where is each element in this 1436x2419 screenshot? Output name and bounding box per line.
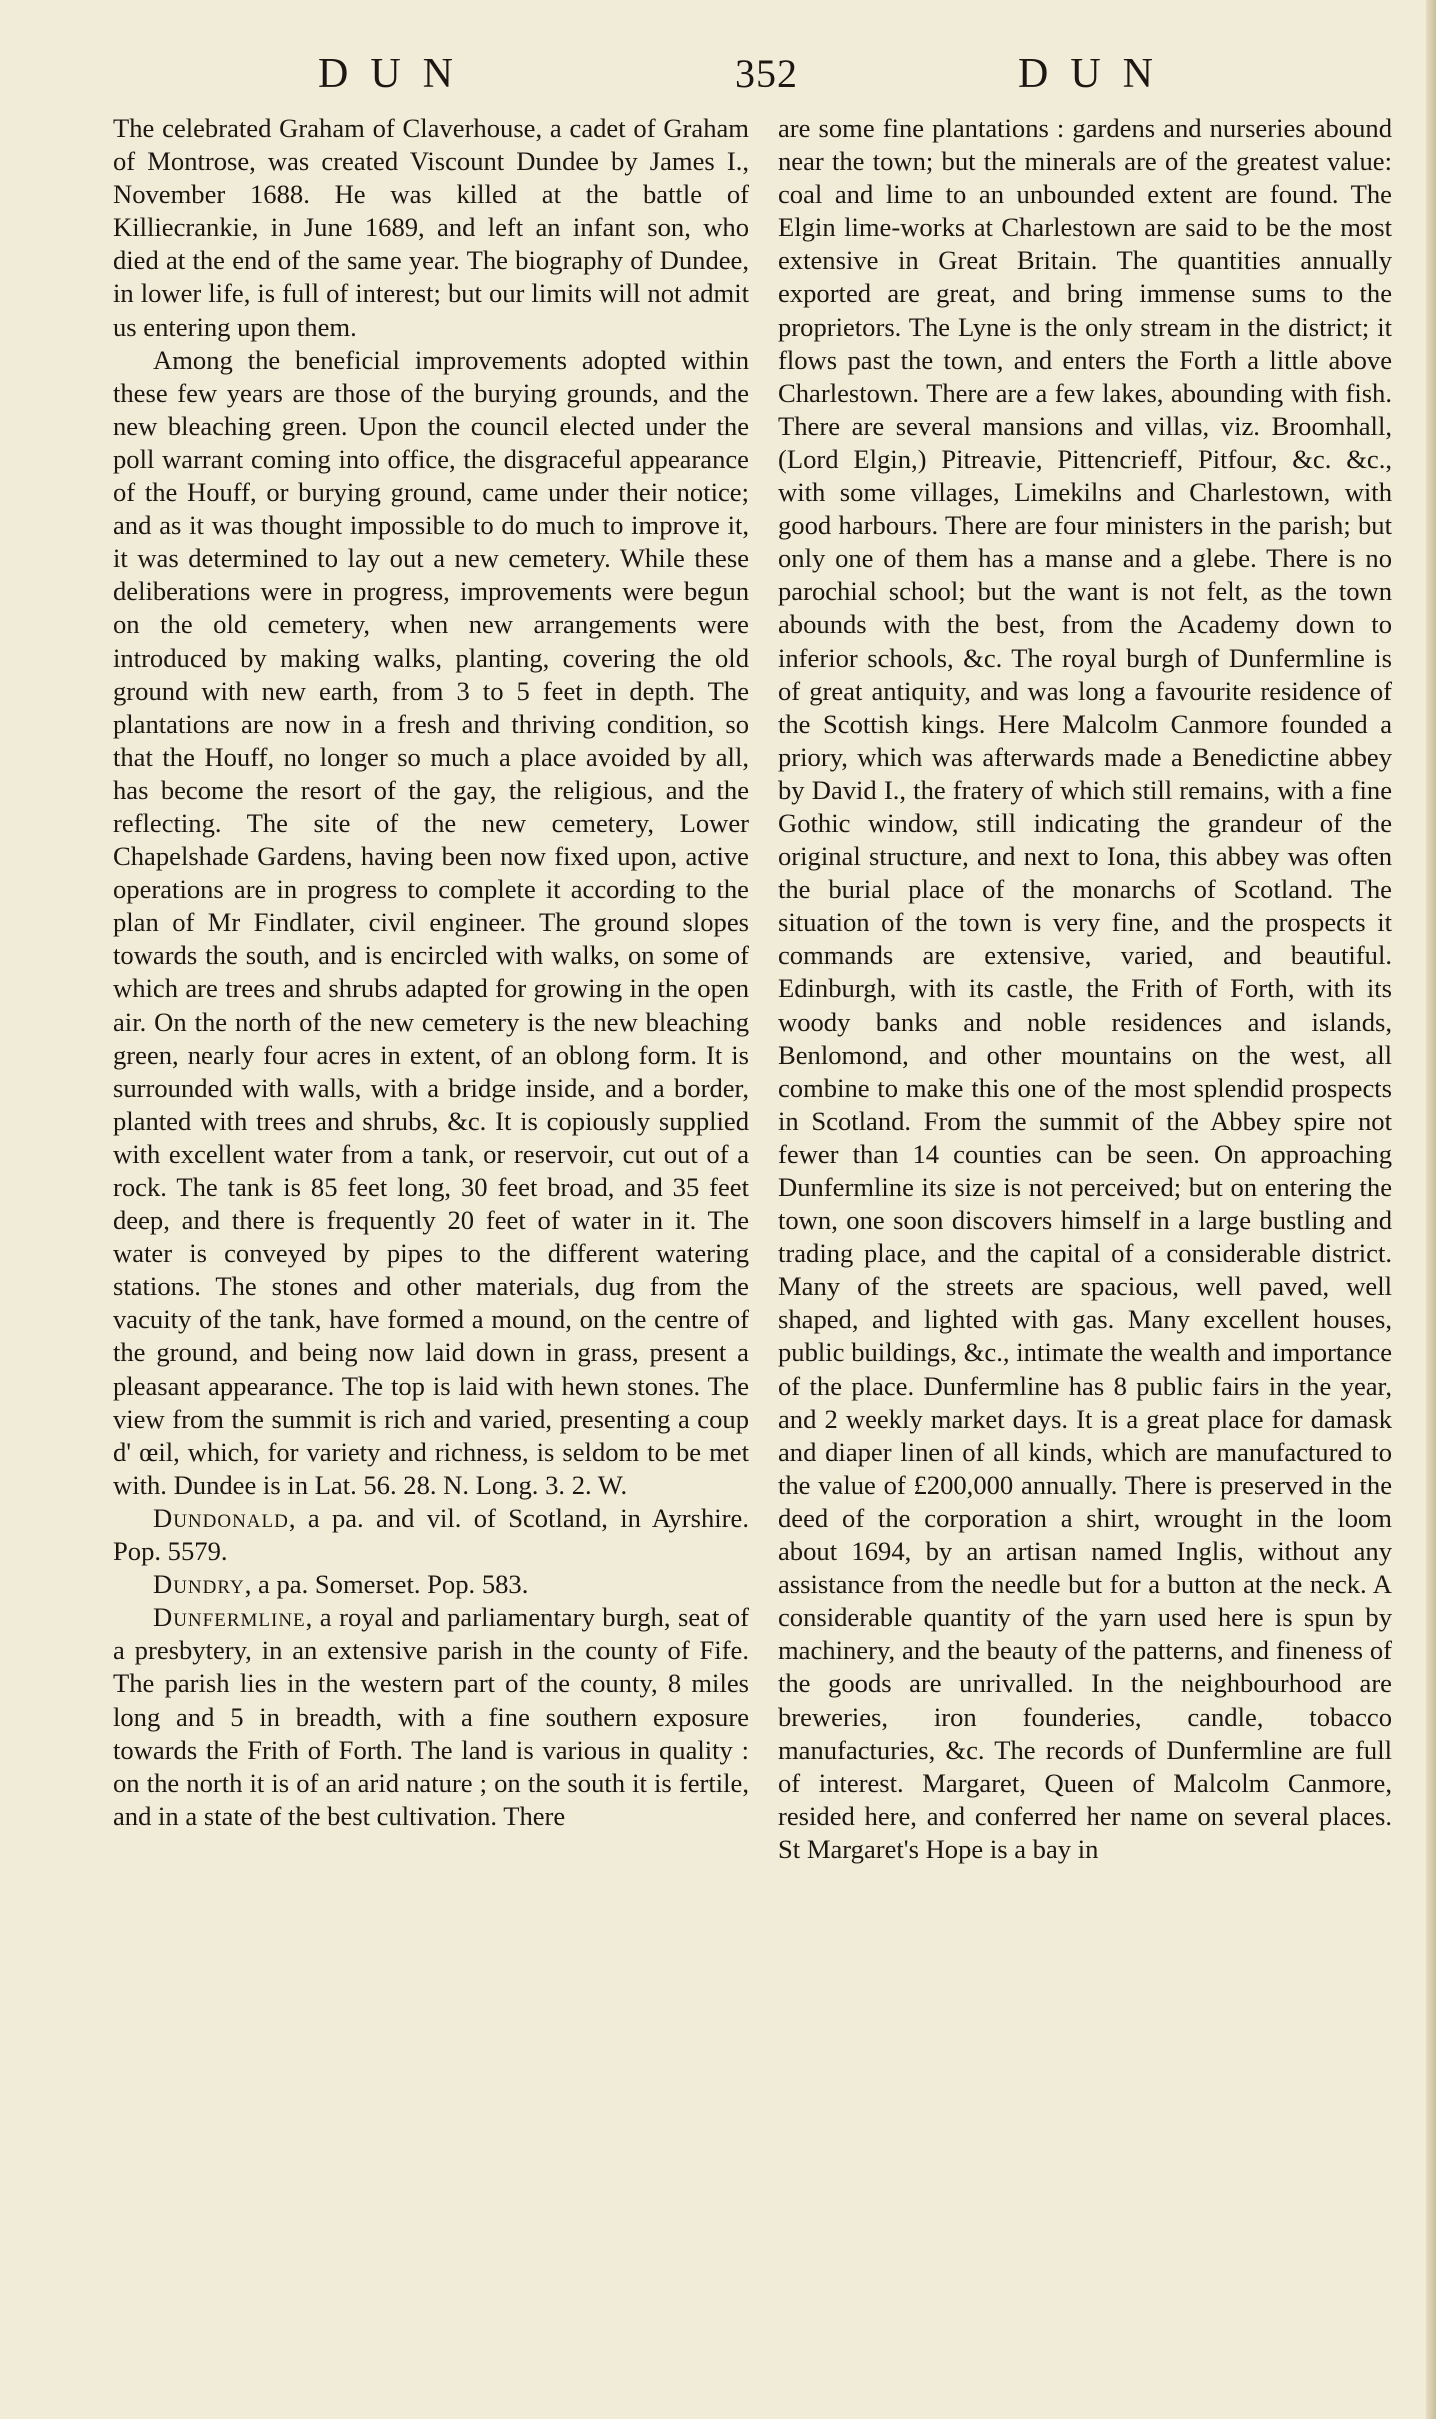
entry-headword: Dundry	[153, 1569, 245, 1600]
entry-text: , a pa. and vil. of Scotland, in Ayrshire. Pop. 5579.	[113, 1502, 749, 1567]
entry-text: , a royal and parliamentary burgh, seat of a presbytery, in an extensive parish in the county of Fife. The parish lies in the western part of the county, 8 miles long and 5 in breadth, with a fine southern exposure towards the Frith of Forth. The land is various in quality : on the north it is of an arid nature ; on the south it is fertile, and in a state of the best cultivation. There	[113, 1602, 749, 1831]
entry-headword: Dunfermline	[153, 1602, 306, 1633]
entry-headword: Dundonald	[153, 1502, 289, 1533]
gazetteer-entry	[113, 1601, 749, 1833]
header-left-word: DUN	[318, 51, 475, 97]
page-edge	[1426, 0, 1436, 2419]
entry-text: , a pa. Somerset. Pop. 583.	[244, 1569, 529, 1600]
paragraph: are some fine plantations : gardens and nurseries abound near the town; but the minerals are of the greatest value: coal and lime to an unbounded extent are found. The Elgin lime-works at Charlestown are said to be the most extensive in Great Britain. The quantities annually exported are great, and bring immense sums to the proprietors. The Lyne is the only stream in the district; it flows past the town, and enters the Forth a little above Charlestown. There are a few lakes, abounding with fish. There are several mansions and villas, viz. Broomhall, (Lord Elgin,) Pitreavie, Pittencrieff, Pitfour, &c. &c., with some villages, Limekilns and Charlestown, with good harbours. There are four ministers in the parish; but only one of them has a manse and a glebe. There is no parochial school; but the want is not felt, as the town abounds with the best, from the Academy down to inferior schools, &c. The royal burgh of Dunfermline is of great antiquity, and was long a favourite residence of the Scottish kings. Here Malcolm Canmore founded a priory, which was afterwards made a Benedictine abbey by David I., the fratery of which still remains, with a fine Gothic window, still indicating the grandeur of the original structure, and next to Iona, this abbey was often the burial place of the monarchs of Scotland. The situation of the town is very fine, and the prospects it commands are extensive, varied, and beautiful. Edinburgh, with its castle, the Frith of Forth, with its woody banks and noble residences and islands, Benlomond, and other mountains on the west, all combine to make this one of the most splendid prospects in Scotland. From the summit of the Abbey spire not fewer than 14 counties can be seen. On approaching Dunfermline its size is not perceived; but on entering the town, one soon discovers himself in a large bustling and trading place, and the capital of a considerable district. Many of the streets are spacious, well paved, well shaped, and lighted with gas. Many excellent houses, public buildings, &c., intimate the wealth and importance of the place. Dunfermline has 8 public fairs in the year, and 2 weekly market days. It is a great place for damask and diaper linen of all kinds, which are manufactured to the value of £200,000 annually. There is preserved in the deed of the corporation a shirt, wrought in the loom about 1694, by an artisan named Inglis, without any assistance from the needle but for a button at the neck. A considerable quantity of the yarn used here is spun by machinery, and the beauty of the patterns, and fineness of the goods are unrivalled. In the neighbourhood are breweries, iron founderies, candle, tobacco manufacturies, &c. The records of Dunfermline are full of interest. Margaret, Queen of Malcolm Canmore, resided here, and conferred her name on several places. St Margaret's Hope is a bay in	[778, 113, 1392, 1864]
gazetteer-entry	[113, 1502, 749, 1568]
running-header	[0, 50, 1436, 100]
right-column	[778, 112, 1392, 1866]
page-number: 352	[735, 51, 798, 96]
header-right-word: DUN	[1018, 51, 1175, 97]
left-column	[113, 112, 749, 1833]
paragraph: The celebrated Graham of Claverhouse, a cadet of Graham of Montrose, was created Viscount Dundee by James I., November 1688. He was killed at the battle of Killiecrankie, in June 1689, and left an infant son, who died at the end of the same year. The biography of Dundee, in lower life, is full of interest; but our limits will not admit us entering upon them.	[113, 113, 749, 342]
paragraph: Among the beneficial improvements adopted within these few years are those of the burying grounds, and the new bleaching green. Upon the council elected under the poll warrant coming into office, the disgraceful appearance of the Houff, or burying ground, came under their notice; and as it was thought impossible to do much to improve it, it was determined to lay out a new cemetery. While these deliberations were in progress, improvements were begun on the old cemetery, when new arrangements were introduced by making walks, planting, covering the old ground with new earth, from 3 to 5 feet in depth. The plantations are now in a fresh and thriving condition, so that the Houff, no longer so much a place avoided by all, has become the resort of the gay, the religious, and the reflecting. The site of the new cemetery, Lower Chapelshade Gardens, having been now fixed upon, active operations are in progress to complete it according to the plan of Mr Findlater, civil engineer. The ground slopes towards the south, and is encircled with walks, on some of which are trees and shrubs adapted for growing in the open air. On the north of the new cemetery is the new bleaching green, nearly four acres in extent, of an oblong form. It is surrounded with walls, with a bridge inside, and a border, planted with trees and shrubs, &c. It is copiously supplied with excellent water from a tank, or reservoir, cut out of a rock. The tank is 85 feet long, 30 feet broad, and 35 feet deep, and there is frequently 20 feet of water in it. The water is conveyed by pipes to the different watering stations. The stones and other materials, dug from the vacuity of the tank, have formed a mound, on the centre of the ground, and being now laid down in grass, present a pleasant appearance. The top is laid with hewn stones. The view from the summit is rich and varied, presenting a coup d' œil, which, for variety and richness, is seldom to be met with. Dundee is in Lat. 56. 28. N. Long. 3. 2. W.	[113, 344, 749, 1500]
gazetteer-entry	[113, 1568, 749, 1601]
